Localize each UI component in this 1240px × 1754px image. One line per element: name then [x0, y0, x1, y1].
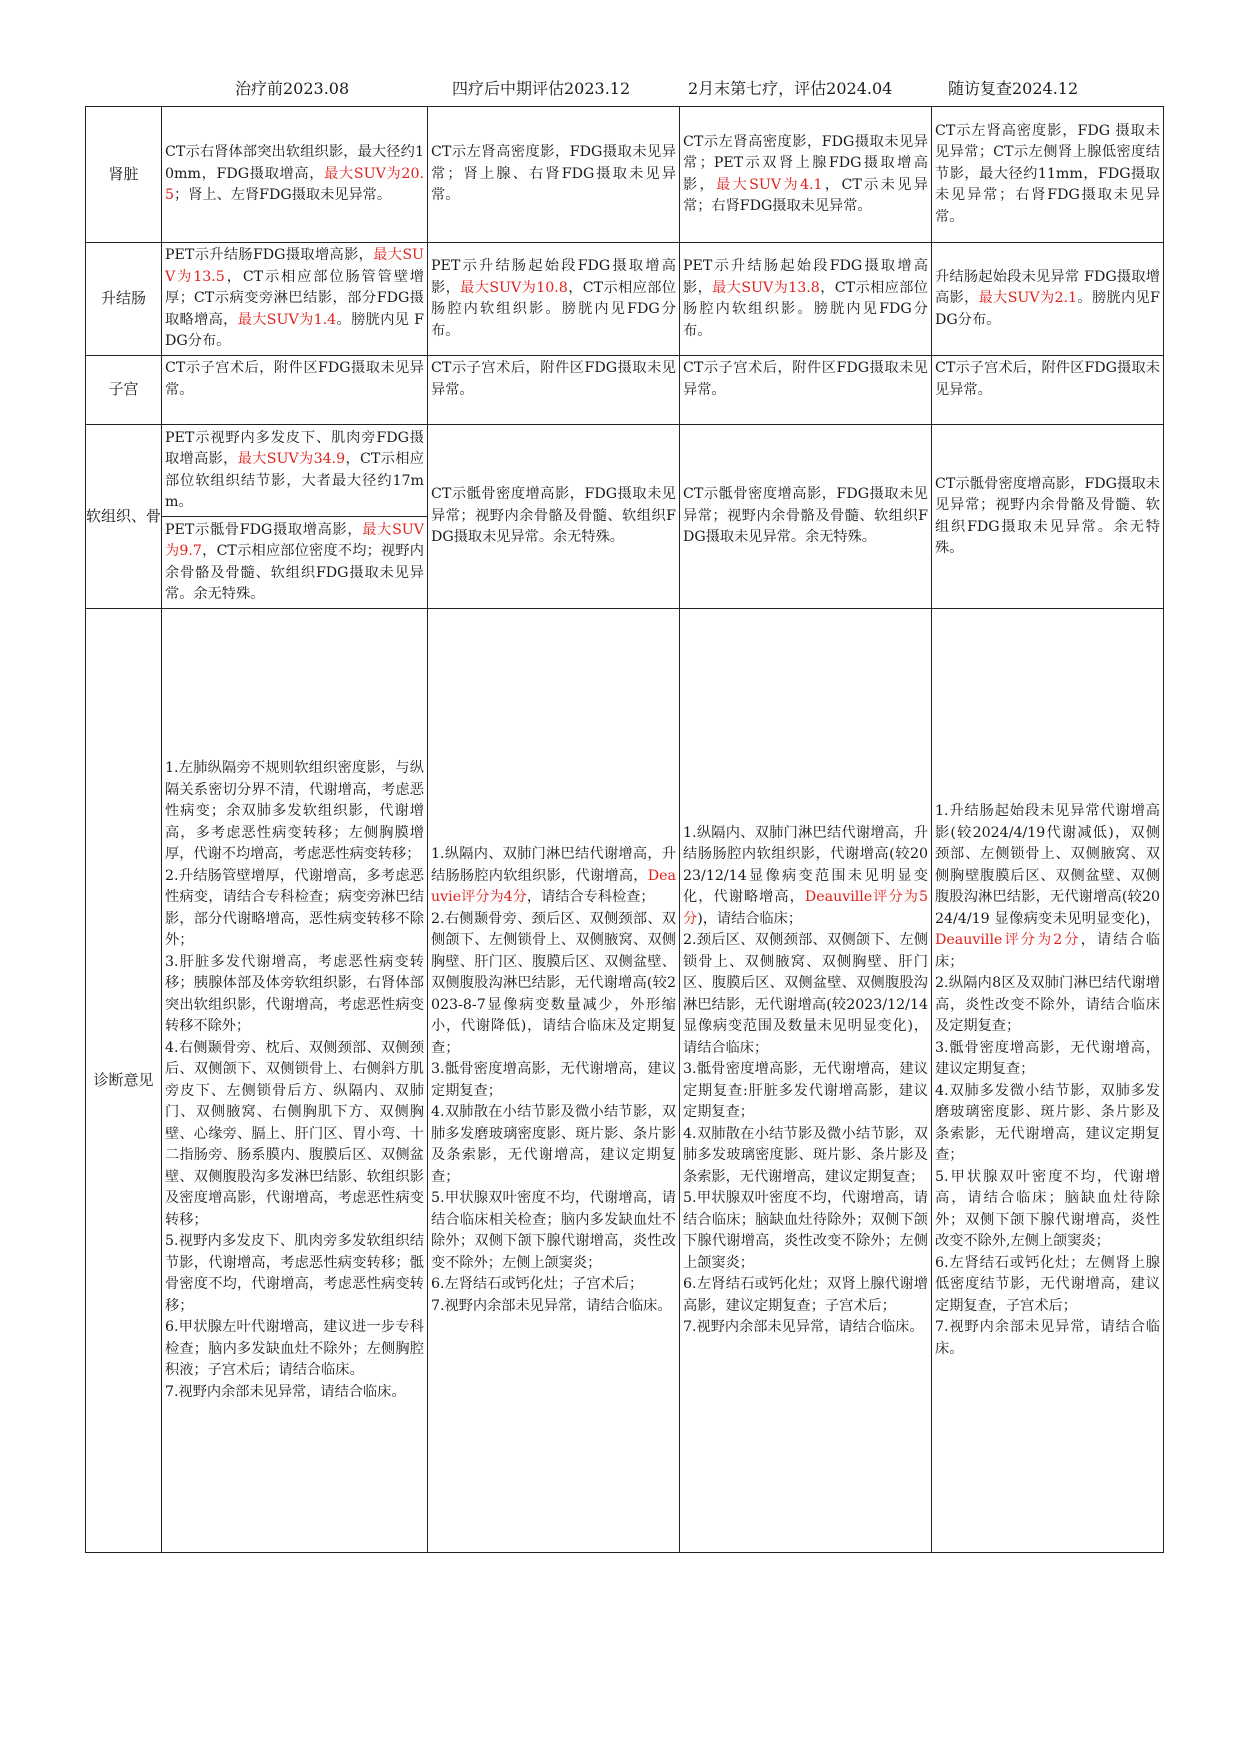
- cell-uterus-pre: CT示子宫术后，附件区FDG摄取未见异常。: [162, 356, 428, 425]
- diag-mid-item: 1.纵隔内、双肺门淋巴结代谢增高，升结肠肠腔内软组织影，代谢增高，Deauvie评分为4分，请结合专科检查；: [431, 846, 676, 905]
- diag-mid-item: 3.骶骨密度增高影，无代谢增高，建议定期复查；: [431, 1061, 676, 1099]
- diag-mid-item: 7.视野内余部未见异常，请结合临床。: [431, 1297, 672, 1314]
- header-mid-eval: 四疗后中期评估2023.12: [452, 79, 631, 98]
- cell-colon-followup: 升结肠起始段未见异常 FDG摄取增高影，最大SUV为2.1。膀胱内见FDG分布。: [932, 243, 1164, 356]
- diag-pre-item: 6.甲状腺左叶代谢增高，建议进一步专科检查；脑内多发缺血灶不除外；左侧胸腔积液；子宫术后；请结合临床。: [165, 1319, 424, 1378]
- cell-kidney-pre: CT示右肾体部突出软组织影，最大径约10mm，FDG摄取增高，最大SUV为20.5；肾上、左肾FDG摄取未见异常。: [162, 107, 428, 243]
- diag-followup-item: 7.视野内余部未见异常，请结合临床。: [935, 1319, 1160, 1357]
- cell-uterus-mid: CT示子宫术后，附件区FDG摄取未见异常。: [428, 356, 680, 425]
- row-diagnosis: [86, 609, 1164, 1553]
- diag-followup-item: 3.骶骨密度增高影，无代谢增高，建议定期复查；: [935, 1039, 1160, 1077]
- row-label-soft-tissue: 软组织、骨: [86, 425, 162, 609]
- cell-colon-mid: PET示升结肠起始段FDG摄取增高影，最大SUV为10.8，CT示相应部位肠腔内软组织影。膀胱内见FDG分布。: [428, 243, 680, 356]
- diag-seventh-item: 1.纵隔内、双肺门淋巴结代谢增高，升结肠肠腔内软组织影，代谢增高(较2023/12/14显像病变范围未见明显变化，代谢略增高，Deauville评分为5分)，请结合临床；: [683, 824, 928, 927]
- cell-soft-mid: CT示骶骨密度增高影，FDG摄取未见异常；视野内余骨骼及骨髓、软组织FDG摄取未见异常。余无特殊。: [428, 425, 680, 609]
- cell-kidney-mid: CT示左肾高密度影，FDG摄取未见异常；肾上腺、右肾FDG摄取未见异常。: [428, 107, 680, 243]
- diag-mid-item: 6.左肾结石或钙化灶；子宫术后；: [431, 1276, 644, 1292]
- cell-uterus-seventh: CT示子宫术后，附件区FDG摄取未见异常。: [680, 356, 932, 425]
- cell-diag-pre: [162, 609, 428, 1553]
- cell-kidney-followup: CT示左肾高密度影，FDG 摄取未见异常；CT示左侧肾上腺低密度结节影，最大径约11mm，FDG摄取未见异常；右肾FDG摄取未见异常。: [932, 107, 1164, 243]
- cell-colon-seventh: PET示升结肠起始段FDG摄取增高影，最大SUV为13.8，CT示相应部位肠腔内软组织影。膀胱内见FDG分布。: [680, 243, 932, 356]
- diag-seventh-item: 2.颈后区、双侧颈部、双侧颌下、左侧锁骨上、双侧腋窝、双侧胸壁、肝门区、腹膜后区、双侧盆壁、双侧腹股沟淋巴结影，无代谢增高(较2023/12/14显像病变范围及数量未见明显变化)，请结合临床；: [683, 932, 928, 1056]
- row-label-uterus: 子宫: [86, 356, 162, 425]
- cell-kidney-seventh: CT示左肾高密度影，FDG摄取未见异常；PET示双肾上腺FDG摄取增高影，最大SUV为4.1，CT示未见异常；右肾FDG摄取未见异常。: [680, 107, 932, 243]
- cell-colon-pre: PET示升结肠FDG摄取增高影，最大SUV为13.5，CT示相应部位肠管管壁增厚；CT示病变旁淋巴结影，部分FDG摄取略增高，最大SUV为1.4。膀胱内见 FDG分布。: [162, 243, 428, 356]
- report-table: [85, 106, 1164, 1553]
- diag-pre-item: 1.左肺纵隔旁不规则软组织密度影，与纵隔关系密切分界不清，代谢增高，考虑恶性病变；余双肺多发软组织影，代谢增高，多考虑恶性病变转移；左侧胸膜增厚，代谢不均增高，考虑恶性病变转移；: [165, 760, 424, 862]
- row-ascending-colon: [86, 243, 1164, 356]
- cell-soft-followup: CT示骶骨密度增高影，FDG摄取未见异常；视野内余骨骼及骨髓、软组织FDG摄取未见异常。余无特殊。: [932, 425, 1164, 609]
- diag-followup-item: 4.双肺多发微小结节影，双肺多发磨玻璃密度影、斑片影、条片影及条索影，无代谢增高，建议定期复查；: [935, 1082, 1160, 1163]
- diag-seventh-item: 7.视野内余部未见异常，请结合临床。: [683, 1319, 924, 1335]
- diag-followup-item: 6.左肾结石或钙化灶；左侧肾上腺低密度结节影，无代谢增高，建议定期复查，子宫术后；: [935, 1254, 1160, 1314]
- cell-diag-mid: [428, 609, 680, 1553]
- row-label-colon: 升结肠: [86, 243, 162, 356]
- row-label-diagnosis: 诊断意见: [86, 609, 162, 1553]
- header-pre-treatment: 治疗前2023.08: [235, 79, 350, 98]
- diag-mid-item: 2.右侧颞骨旁、颈后区、双侧颈部、双侧颌下、左侧锁骨上、双侧腋窝、双侧胸壁、肝门区、腹膜后区、双侧盆壁、双侧腹股沟淋巴结影，无代谢增高(较2023-8-7显像病变数量减少，外形缩小，代谢降低)，请结合临床及定期复查；: [431, 910, 676, 1056]
- cell-uterus-followup: CT示子宫术后，附件区FDG摄取未见异常。: [932, 356, 1164, 425]
- cell-diag-seventh: [680, 609, 932, 1553]
- diag-mid-item: 4.双肺散在小结节影及微小结节影，双肺多发磨玻璃密度影、斑片影、条片影及条索影，无代谢增高，建议定期复查；: [431, 1104, 676, 1185]
- diag-followup-item: 5.甲状腺双叶密度不均，代谢增高，请结合临床；脑缺血灶待除外；双侧下颌下腺代谢增高，炎性改变不除外,左侧上颌窦炎；: [935, 1168, 1160, 1249]
- diag-followup-item: 1.升结肠起始段未见异常代谢增高影(较2024/4/19代谢减低)，双侧颈部、左侧锁骨上、双侧腋窝、双侧胸壁腹膜后区、双侧盆壁、双侧腹股沟淋巴结影，无代谢增高(较2024/4/19 显像病变未见明显变化)，Deauville评分为2分，请结合临床；: [935, 803, 1160, 970]
- cell-soft-seventh: CT示骶骨密度增高影，FDG摄取未见异常；视野内余骨骼及骨髓、软组织FDG摄取未见异常。余无特殊。: [680, 425, 932, 609]
- row-kidney: [86, 107, 1164, 243]
- row-label-kidney: 肾脏: [86, 107, 162, 243]
- row-soft-tissue-bone-a: [86, 425, 1164, 517]
- diag-pre-item: 3.肝脏多发代谢增高，考虑恶性病变转移；胰腺体部及体旁软组织影，右肾体部突出软组织影，代谢增高，考虑恶性病变转移不除外；: [165, 953, 424, 1034]
- diag-seventh-item: 4.双肺散在小结节影及微小结节影，双肺多发玻璃密度影、斑片影、条片影及条索影，无代谢增高，建议定期复查；: [683, 1125, 928, 1185]
- diag-pre-item: 5.视野内多发皮下、肌肉旁多发软组织结节影，代谢增高，考虑恶性病变转移；骶骨密度不均，代谢增高，考虑恶性病变转移；: [165, 1233, 424, 1314]
- diag-followup-item: 2.纵隔内8区及双肺门淋巴结代谢增高，炎性改变不除外，请结合临床及定期复查；: [935, 975, 1160, 1034]
- cell-soft-pre-b: PET示骶骨FDG摄取增高影，最大SUV为9.7，CT示相应部位密度不均；视野内余骨骼及骨髓、软组织FDG摄取未见异常。余无特殊。: [162, 517, 428, 609]
- cell-soft-pre-a: PET示视野内多发皮下、肌肉旁FDG摄取增高影，最大SUV为34.9，CT示相应部位软组织结节影，大者最大径约17mm。: [162, 425, 428, 517]
- diag-seventh-item: 3.骶骨密度增高影，无代谢增高，建议定期复查:肝脏多发代谢增高影，建议定期复查；: [683, 1061, 928, 1120]
- diag-mid-item: 5.甲状腺双叶密度不均，代谢增高，请结合临床相关检查；脑内多发缺血灶不除外；双侧下颌下腺代谢增高，炎性改变不除外；左侧上颌窦炎；: [431, 1190, 676, 1271]
- diag-pre-item: 4.右侧颞骨旁、枕后、双侧颈部、双侧颈后、双侧颌下、双侧锁骨上、右侧斜方肌旁皮下、左侧锁骨后方、纵隔内、双肺门、双侧腋窝、右侧胸肌下方、双侧胸壁、心缘旁、膈上、肝门区、胃小弯、十二指肠旁、肠系膜内、腹膜后区、双侧盆壁、双侧腹股沟多发淋巴结影、软组织影及密度增高影，代谢增高，考虑恶性病变转移；: [165, 1039, 424, 1228]
- diag-pre-item: 7.视野内余部未见异常，请结合临床。: [165, 1383, 406, 1400]
- diag-pre-item: 2.升结肠管壁增厚，代谢增高，多考虑恶性病变，请结合专科检查；病变旁淋巴结影，部分代谢略增高，恶性病变转移不除外；: [165, 867, 424, 948]
- diag-seventh-item: 5.甲状腺双叶密度不均，代谢增高，请结合临床；脑缺血灶待除外；双侧下颌下腺代谢增高，炎性改变不除外；左侧上颌窦炎；: [683, 1190, 928, 1271]
- diag-seventh-item: 6.左肾结石或钙化灶；双肾上腺代谢增高影，建议定期复查；子宫术后；: [683, 1276, 928, 1314]
- row-uterus: [86, 356, 1164, 425]
- cell-diag-followup: [932, 609, 1164, 1553]
- header-seventh-cycle: 2月末第七疗，评估2024.04: [688, 79, 893, 98]
- header-follow-up: 随访复查2024.12: [948, 79, 1079, 98]
